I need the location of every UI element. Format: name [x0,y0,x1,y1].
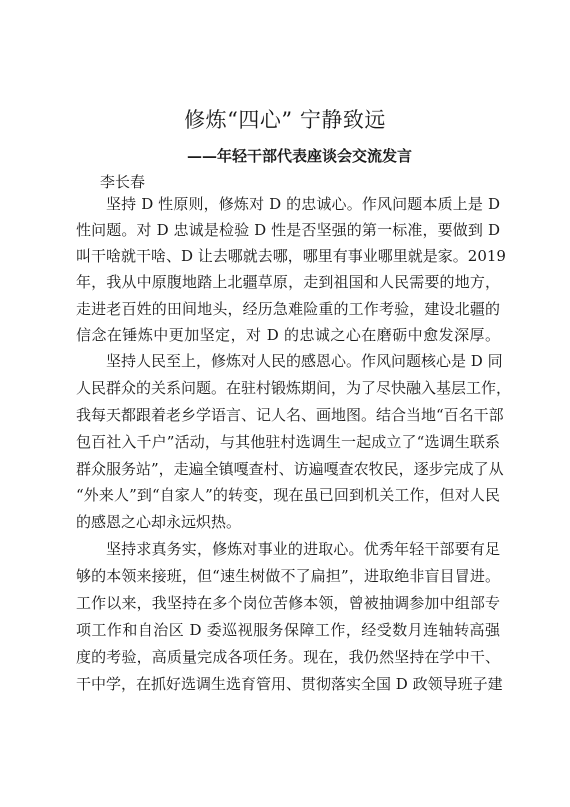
author-name: 李长春 [100,173,146,191]
paragraph-3-line-5: 度的考验，高质量完成各项任务。现在，我仍然坚持在学中干、 [76,648,500,666]
paragraph-1-line-5: 走进老百姓的田间地头，经历急难险重的工作考验，建设北疆的 [76,300,500,318]
paragraph-2-line-4: 包百社入千户”活动，与其他驻村选调生一起成立了“选调生联系 [76,433,500,451]
paragraph-1-line-1: 坚持 D 性原则，修炼对 D 的忠诚心。作风问题本质上是 D [106,195,500,213]
paragraph-3-line-6: 干中学，在抓好选调生选育管用、贯彻落实全国 D 政领导班子建 [76,675,503,693]
paragraph-1-line-4: 年，我从中原腹地踏上北疆草原，走到祖国和人民需要的地方， [76,273,500,291]
paragraph-3-line-4: 项工作和自治区 D 委巡视服务保障工作，经受数月连轴转高强 [76,621,500,639]
paragraph-2-line-5: 群众服务站”，走遍全镇嘎查村、访遍嘎查农牧民，逐步完成了从 [76,460,504,478]
document-title: 修炼“四心” 宁静致远 [184,108,386,132]
paragraph-2-line-3: 我每天都跟着老乡学语言、记人名、画地图。结合当地“百名干部 [76,406,504,424]
paragraph-2-line-6: “外来人”到“自家人”的转变，现在虽已回到机关工作，但对人民 [76,486,500,504]
paragraph-1-line-6: 信念在锤炼中更加坚定，对 D 的忠诚之心在磨砺中愈发深厚。 [76,326,500,344]
document-subtitle: ——年轻干部代表座谈会交流发言 [187,147,413,165]
paragraph-2-line-7: 的感恩之心却永远炽热。 [76,513,242,531]
paragraph-1-line-3: 叫干啥就干啥、D 让去哪就去哪，哪里有事业哪里就是家。2019 [76,247,506,265]
paragraph-1-line-2: 性问题。对 D 忠诚是检验 D 性是否坚强的第一标准，要做到 D [76,221,500,239]
paragraph-3-line-1: 坚持求真务实，修炼对事业的进取心。优秀年轻干部要有足 [106,540,500,558]
paragraph-2-line-1: 坚持人民至上，修炼对人民的感恩心。作风问题核心是 D 同 [106,352,503,370]
paragraph-2-line-2: 人民群众的关系问题。在驻村锻炼期间，为了尽快融入基层工作， [76,379,512,397]
paragraph-3-line-3: 工作以来，我坚持在多个岗位苦修本领，曾被抽调参加中组部专 [76,594,500,612]
paragraph-3-line-2: 够的本领来接班，但“速生树做不了扁担”，进取绝非盲目冒进。 [76,567,500,585]
